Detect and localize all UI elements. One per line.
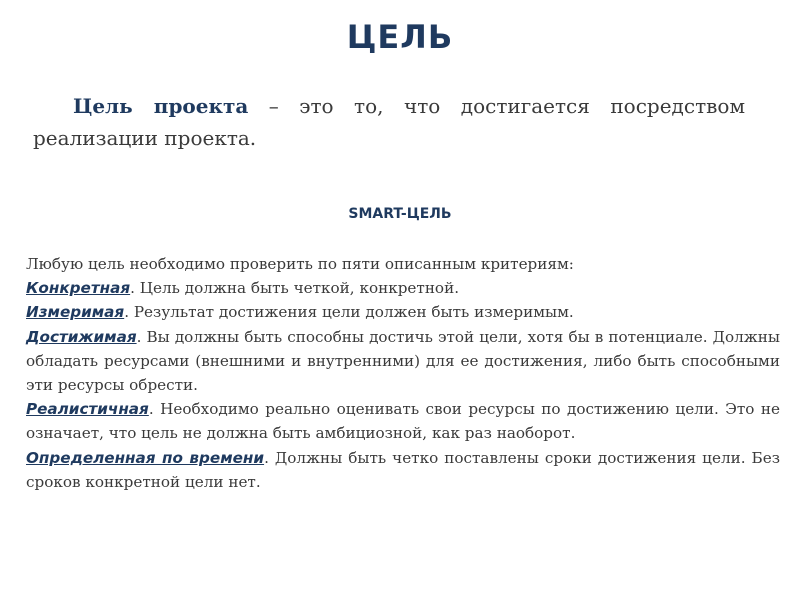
criterion-specific bbox=[26, 276, 780, 300]
criterion-name: Реалистичная bbox=[26, 400, 149, 419]
criterion-text: . Вы должны быть способны достичь этой цели, хотя бы в потенциале. Должны обладать ресурсами (внешними и внутренними) для ее достижения, либо быть способными эти ресурсы обрести. bbox=[26, 327, 780, 395]
criterion-name: Определенная по времени bbox=[26, 448, 265, 467]
criterion-text: . Необходимо реально оценивать свои ресурсы по достижению цели. Это не означает, что цель не должна быть амбициозной, как раз наоборот. bbox=[26, 400, 780, 443]
intro-text: – это то, что достигается посредством реализации проекта. bbox=[33, 94, 745, 150]
criteria-lead: Любую цель необходимо проверить по пяти описанным критериям: bbox=[26, 255, 574, 273]
smart-criteria-body bbox=[26, 252, 780, 494]
criterion-name: Измеримая bbox=[26, 303, 125, 322]
criterion-text: . Должны быть четко поставлены сроки достижения цели. Без сроков конкретной цели нет. bbox=[26, 448, 780, 491]
criterion-text: . Результат достижения цели должен быть измеримым. bbox=[124, 303, 574, 322]
criterion-name: Конкретная bbox=[26, 279, 131, 298]
criterion-achievable bbox=[26, 325, 780, 398]
criterion-realistic bbox=[26, 397, 780, 445]
criterion-text: . Цель должна быть четкой, конкретной. bbox=[130, 279, 460, 298]
slide-title: ЦЕЛЬ bbox=[346, 18, 454, 56]
criterion-name: Достижимая bbox=[26, 327, 137, 346]
criterion-measurable bbox=[26, 300, 780, 324]
smart-subtitle: SMART-ЦЕЛЬ bbox=[348, 206, 452, 222]
intro-term: Цель проекта bbox=[73, 94, 249, 118]
intro-paragraph bbox=[33, 90, 745, 154]
criterion-time-bound bbox=[26, 446, 780, 494]
